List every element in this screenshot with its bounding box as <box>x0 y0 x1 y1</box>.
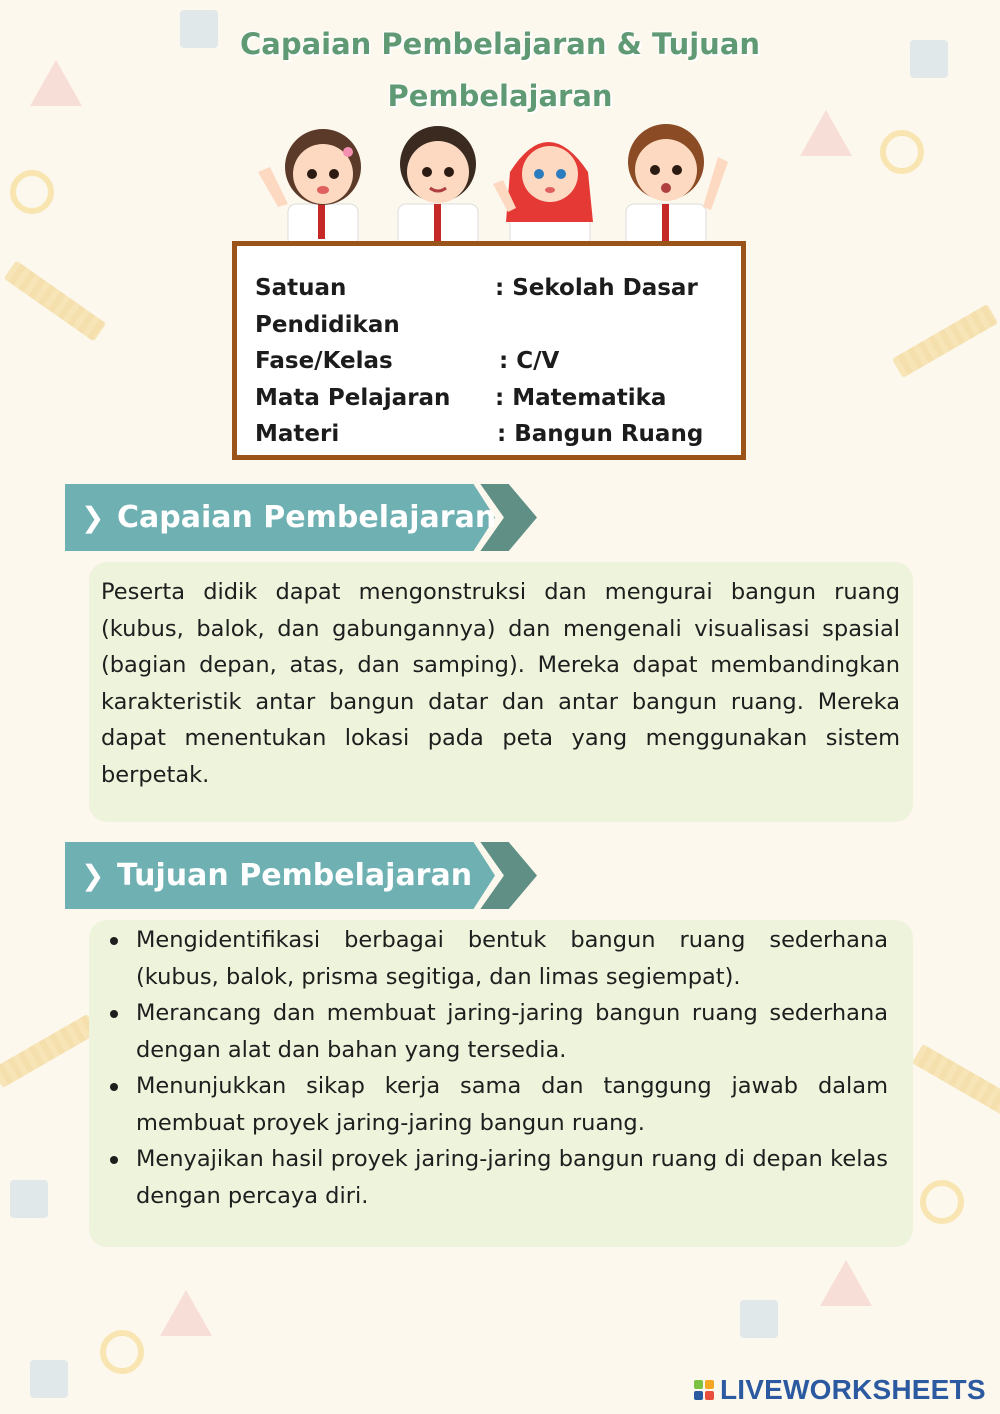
capaian-paragraph: Peserta didik dapat mengonstruksi dan mengurai bangun ruang (kubus, balok, dan gabungannya) dan mengenali visualisasi spasial (bagian depan, atas, dan samping). Mereka dapat membandingkan karakteristik antar bangun datar dan antar bangun ruang. Mereka dapat menentukan lokasi pada peta yang menggunakan sistem berpetak. <box>101 579 900 788</box>
section-header-capaian <box>65 484 537 551</box>
info-row-materi <box>255 416 723 453</box>
chevron-right-icon: ❯ <box>81 501 105 534</box>
page-title-line1: Capaian Pembelajaran & Tujuan <box>239 27 761 61</box>
boy-character-2 <box>626 124 728 247</box>
info-value: : Bangun Ruang <box>497 421 704 447</box>
page-title <box>0 18 1000 122</box>
decor-ruler <box>4 260 107 341</box>
goals-list <box>106 922 888 1214</box>
logo-text: LIVEWORKSHEETS <box>720 1374 986 1405</box>
capaian-content-box <box>89 562 913 822</box>
decor-protractor <box>100 1330 144 1374</box>
info-value: : Sekolah Dasar <box>495 275 698 301</box>
info-row-fase-kelas <box>255 343 723 380</box>
info-row-satuan-pendidikan <box>255 270 723 343</box>
decor-ruler <box>892 304 998 378</box>
list-item: Mengidentifikasi berbagai bentuk bangun ruang sederhana (kubus, balok, prisma segitiga, dan limas segiempat). <box>106 922 888 995</box>
decor-protractor <box>920 1180 964 1224</box>
info-value: : Matematika <box>495 384 667 411</box>
decor-protractor <box>10 170 54 214</box>
info-value: : C/V <box>499 348 560 374</box>
chevron-right-icon: ❯ <box>81 859 105 892</box>
decor-cube <box>10 1180 48 1218</box>
decor-triangle <box>160 1290 212 1336</box>
boy-character-1 <box>398 126 478 247</box>
identity-board <box>232 241 746 460</box>
decor-protractor <box>880 130 924 174</box>
info-label: Mata Pelajaran <box>255 384 451 411</box>
decor-ruler <box>0 1014 98 1088</box>
section-header-tujuan <box>65 842 537 909</box>
liveworksheets-logo-icon <box>694 1380 714 1400</box>
girl-character-2 <box>493 142 593 247</box>
section-title: Capaian Pembelajaran <box>117 500 497 535</box>
info-label: Satuan Pendidikan <box>255 275 400 338</box>
liveworksheets-logo[interactable] <box>694 1372 986 1408</box>
decor-calculator <box>30 1360 68 1398</box>
decor-ruler <box>912 1044 1000 1118</box>
list-item: Menunjukkan sikap kerja sama dan tanggung jawab dalam membuat proyek jaring-jaring bangun ruang. <box>106 1068 888 1141</box>
list-item: Merancang dan membuat jaring-jaring bangun ruang sederhana dengan alat dan bahan yang tersedia. <box>106 995 888 1068</box>
children-illustration <box>248 112 748 247</box>
tujuan-content-box <box>89 920 913 1247</box>
info-row-mata-pelajaran <box>255 380 723 417</box>
info-label: Fase/Kelas <box>255 348 393 374</box>
section-title: Tujuan Pembelajaran <box>117 858 473 893</box>
page-title-line2: Pembelajaran <box>387 79 613 113</box>
list-item: Menyajikan hasil proyek jaring-jaring bangun ruang di depan kelas dengan percaya diri. <box>106 1141 888 1214</box>
decor-triangle <box>820 1260 872 1306</box>
decor-cube <box>740 1300 778 1338</box>
girl-character-1 <box>258 129 361 247</box>
info-label: Materi <box>255 421 340 447</box>
